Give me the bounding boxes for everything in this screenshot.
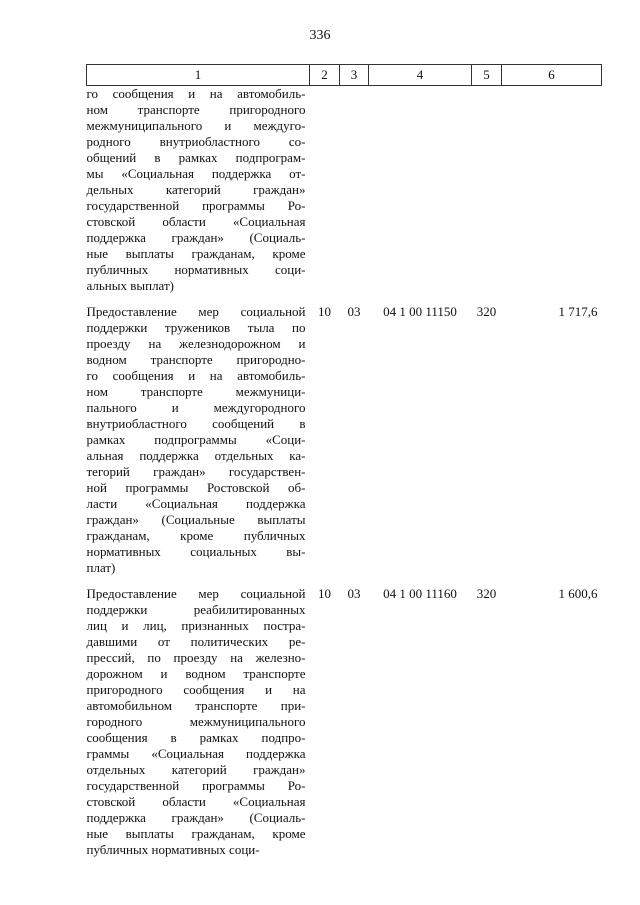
description-line: общений в рамках подпрограм- xyxy=(86,150,306,165)
row-description xyxy=(87,576,310,858)
table-row xyxy=(87,294,602,576)
cell-expense-type xyxy=(472,86,502,295)
description-line: нормативных социальных вы- xyxy=(86,544,306,559)
cell-expense-type: 320 xyxy=(476,586,497,601)
cell-amount xyxy=(502,86,602,295)
description-line: Предоставление мер социальной xyxy=(86,304,306,319)
cell-section: 10 xyxy=(318,586,331,601)
description-line: государственной программы Ро- xyxy=(86,778,306,793)
description-line: проезду на железнодорожном и xyxy=(86,336,306,351)
description-line: публичных нормативных соци- xyxy=(86,842,260,857)
description-line: пригородного сообщения и на xyxy=(86,682,306,697)
description-line: го сообщения и на автомобиль- xyxy=(86,368,306,383)
row-description xyxy=(87,86,310,295)
description-line: поддержки тружеников тыла по xyxy=(86,320,306,335)
table-header-row xyxy=(87,65,602,86)
description-line: лиц и лиц, признанных постра- xyxy=(86,618,306,633)
description-line: родного внутриобластного со- xyxy=(86,134,306,149)
table-row xyxy=(87,576,602,858)
column-header: 1 xyxy=(87,65,310,86)
description-line: поддержка граждан» (Социаль- xyxy=(86,810,306,825)
description-line: рамках подпрограммы «Соци- xyxy=(86,432,306,447)
description-line: плат) xyxy=(86,560,116,575)
description-line: внутриобластного сообщений в xyxy=(86,416,306,431)
description-line: государственной программы Ро- xyxy=(86,198,306,213)
description-line: автомобильном транспорте при- xyxy=(86,698,306,713)
table-row xyxy=(87,86,602,295)
description-line: ласти «Социальная поддержка xyxy=(86,496,306,511)
cell-code: 04 1 00 11150 xyxy=(383,304,457,319)
cell-subsection xyxy=(340,86,369,295)
description-line: граммы «Социальная поддержка xyxy=(86,746,306,761)
description-line: водном транспорте пригородно- xyxy=(86,352,306,367)
description-line: ном транспорте межмуници- xyxy=(86,384,306,399)
description-line: го сообщения и на автомобиль- xyxy=(86,86,306,101)
description-line: отдельных категорий граждан» xyxy=(86,762,306,777)
description-line: ной программы Ростовской об- xyxy=(86,480,306,495)
column-header: 4 xyxy=(369,65,472,86)
description-line: гражданам, кроме публичных xyxy=(86,528,306,543)
description-line: дельных категорий граждан» xyxy=(86,182,306,197)
column-header: 3 xyxy=(340,65,369,86)
description-line: стовской области «Социальная xyxy=(86,794,306,809)
cell-section: 10 xyxy=(318,304,331,319)
description-line: поддержки реабилитированных xyxy=(86,602,306,617)
description-line: мы «Социальная поддержка от- xyxy=(86,166,306,181)
cell-subsection: 03 xyxy=(347,304,361,319)
description-line: ные выплаты гражданам, кроме xyxy=(86,826,306,841)
cell-code: 04 1 00 11160 xyxy=(383,586,457,601)
budget-table xyxy=(86,64,602,858)
cell-expense-type: 320 xyxy=(476,304,497,319)
description-line: межмуниципального и междуго- xyxy=(86,118,306,133)
description-line: альная поддержка отдельных ка- xyxy=(86,448,306,463)
cell-section xyxy=(310,86,340,295)
column-header: 6 xyxy=(502,65,602,86)
description-line: стовской области «Социальная xyxy=(86,214,306,229)
description-line: тегорий граждан» государствен- xyxy=(86,464,306,479)
description-line: поддержка граждан» (Социаль- xyxy=(86,230,306,245)
description-line: ные выплаты гражданам, кроме xyxy=(86,246,306,261)
description-line: альных выплат) xyxy=(86,278,175,293)
description-line: городного межмуниципального xyxy=(86,714,306,729)
cell-code xyxy=(369,86,472,295)
column-header: 5 xyxy=(472,65,502,86)
page-number: 336 xyxy=(309,28,331,43)
row-description xyxy=(87,294,310,576)
column-header: 2 xyxy=(310,65,340,86)
description-line: давшими от политических ре- xyxy=(86,634,306,649)
description-line: Предоставление мер социальной xyxy=(86,586,306,601)
description-line: публичных нормативных соци- xyxy=(86,262,306,277)
description-line: граждан» (Социальные выплаты xyxy=(86,512,306,527)
description-line: дорожном и водном транспорте xyxy=(86,666,306,681)
description-line: пального и междугородного xyxy=(86,400,306,415)
description-line: сообщения в рамках подпро- xyxy=(86,730,306,745)
cell-amount: 1 600,6 xyxy=(558,586,598,601)
description-line: ном транспорте пригородного xyxy=(86,102,306,117)
cell-amount: 1 717,6 xyxy=(558,304,598,319)
cell-subsection: 03 xyxy=(347,586,361,601)
description-line: прессий, по проезду на железно- xyxy=(86,650,306,665)
